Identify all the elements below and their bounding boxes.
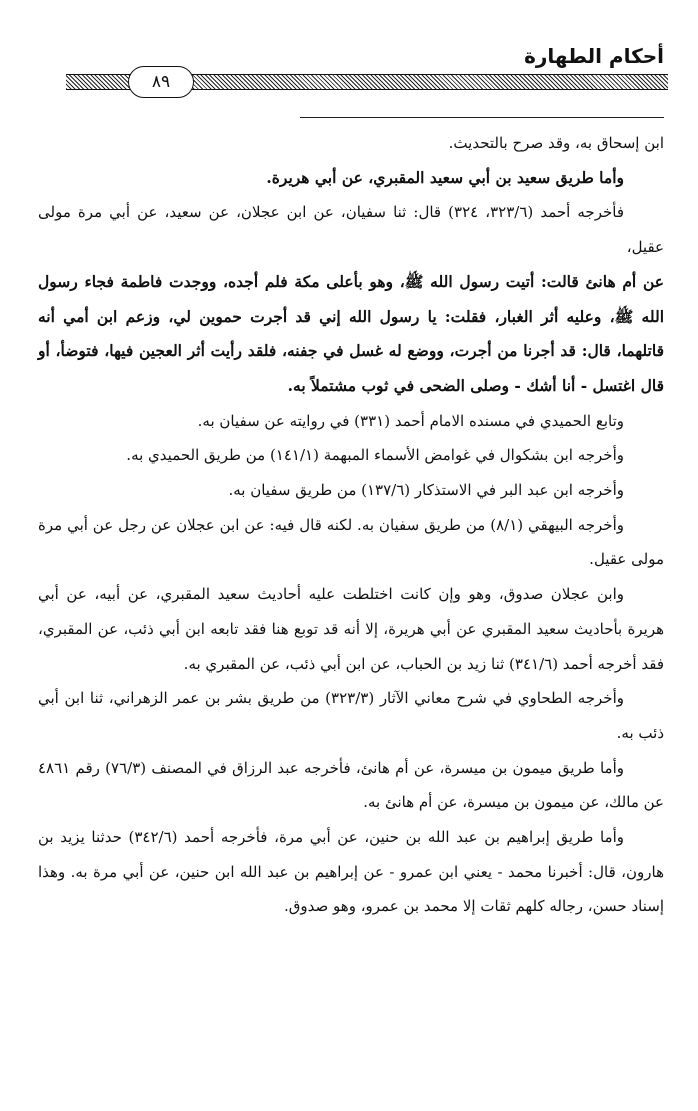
paragraph: وأما طريق إبراهيم بن عبد الله بن حنين، عن أبي مرة، فأخرجه أحمد (٣٤٢/٦) حدثنا يزيد بن هارون، قال: أخبرنا محمد - يعني ابن عمرو - عن إبراهيم بن عبد الله ابن حنين، عن أبي مرة به. وهذا إسناد حسن، رجاله كلهم ثقات إلا محمد بن عمرو، وهو صدوق.: [38, 828, 664, 916]
paragraph: وأخرجه ابن عبد البر في الاستذكار (١٣٧/٦) من طريق سفيان به.: [228, 481, 624, 500]
paragraph: وابن عجلان صدوق، وهو وإن كانت اختلطت عليه أحاديث سعيد المقبري، عن أبيه، عن أبي هريرة بأحاديث سعيد المقبري عن أبي هريرة، إلا أنه قد توبع هنا فقد تابعه ابن أبي ذئب، عن المقبري، فقد أخرجه أحمد (٣٤١/٦) ثنا زيد بن الحباب، عن ابن أبي ذئب، عن المقبري به.: [38, 585, 664, 673]
heading-paragraph: وأما طريق سعيد بن أبي سعيد المقبري، عن أبي هريرة.: [266, 167, 624, 187]
book-title: أحكام الطهارة: [524, 44, 664, 68]
paragraph: وأخرجه ابن بشكوال في غوامض الأسماء المبهمة (١٤١/١) من طريق الحميدي به.: [126, 446, 624, 465]
separator-rule: [300, 117, 664, 118]
paragraph: وتابع الحميدي في مسنده الامام أحمد (٣٣١) في روايته عن سفيان به.: [197, 411, 624, 430]
page-number: ٨٩: [128, 66, 194, 98]
paragraph: ابن إسحاق به، وقد صرح بالتحديث.: [448, 134, 664, 152]
page-header: [0, 0, 698, 110]
paragraph: وأما طريق ميمون بن ميسرة، عن أم هانئ، فأخرجه عبد الرزاق في المصنف (٧٦/٣) رقم ٤٨٦١ عن مالك، عن ميمون بن ميسرة، عن أم هانئ به.: [38, 758, 664, 812]
paragraph: فأخرجه أحمد (٣٢٣/٦، ٣٢٤) قال: ثنا سفيان، عن ابن عجلان، عن سعيد، عن أبي مرة مولى عقيل،: [38, 203, 664, 257]
paragraph: وأخرجه البيهقي (٨/١) من طريق سفيان به. لكنه قال فيه: عن ابن عجلان عن رجل عن أبي مرة مولى عقيل.: [38, 515, 664, 569]
paragraph: وأخرجه الطحاوي في شرح معاني الآثار (٣٢٣/٣) من طريق بشر بن عمر الزهراني، ثنا ابن أبي ذئب به.: [38, 689, 664, 742]
main-text: [38, 126, 664, 924]
hadith-text: عن أم هانئ قالت: أتيت رسول الله ﷺ، وهو بأعلى مكة فلم أجده، ووجدت فاطمة فجاء رسول الله ﷺ، وعليه أثر الغبار، فقلت: يا رسول الله إني قد أجرت حموين لي، وزعم ابن أمي أنه قاتلهما، قال: قد أجرنا من أجرت، ووضع له غسل في جفنه، فلقد رأيت أثر العجين فيها، فتوضأ، أو قال اغتسل - أنا أشك - وصلى الضحى في ثوب مشتملاً به.: [38, 271, 664, 395]
